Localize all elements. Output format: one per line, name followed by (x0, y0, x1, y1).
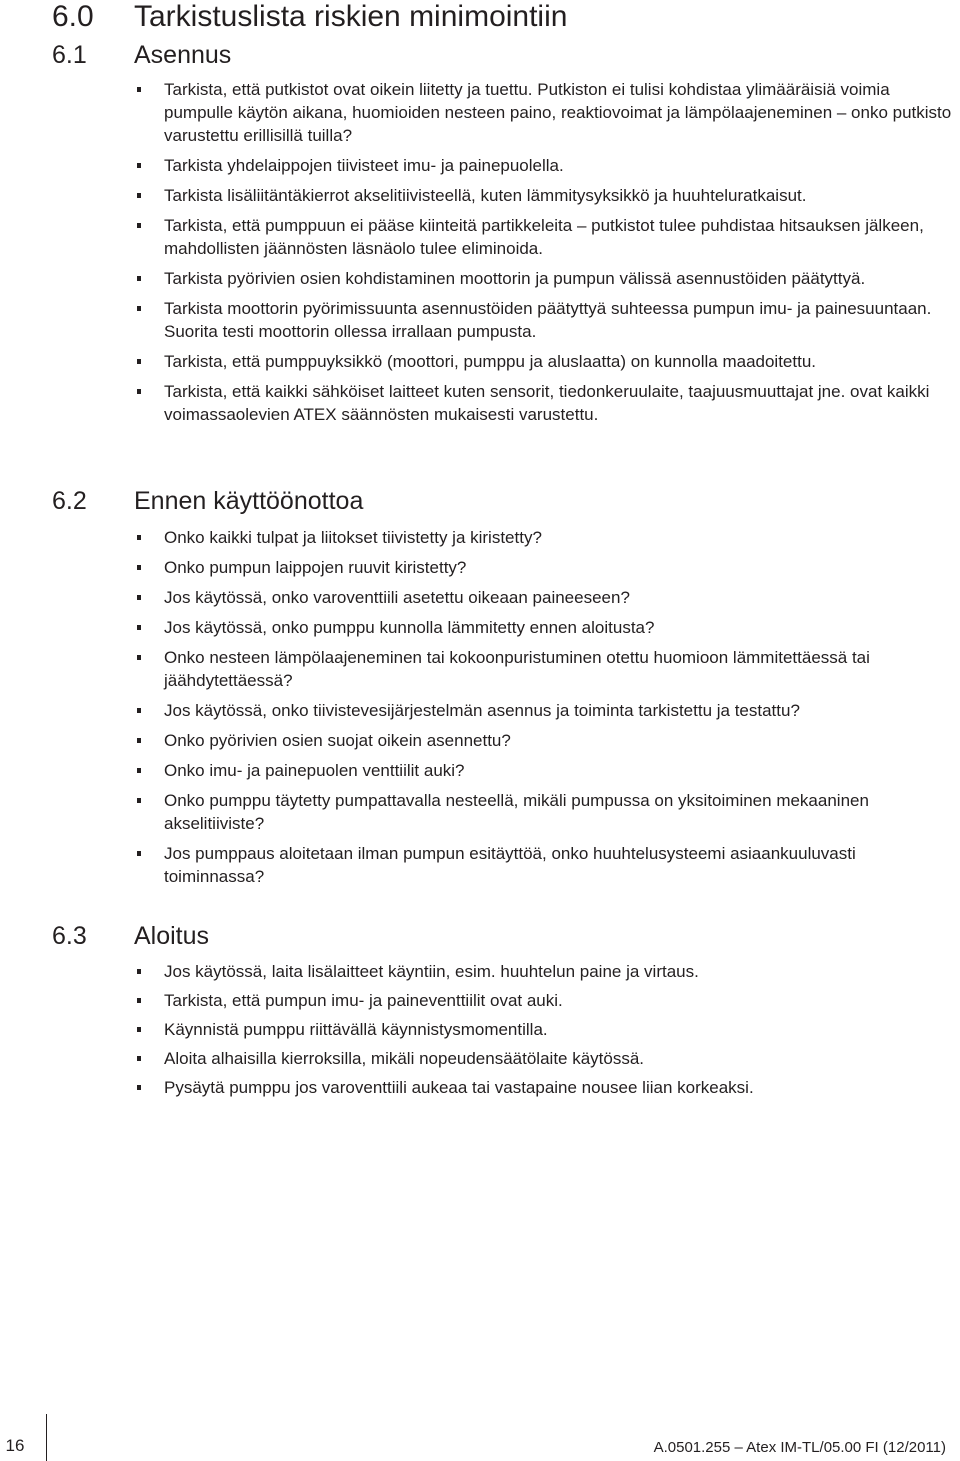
bullet-icon (137, 998, 141, 1003)
section-ennen-kayttoonottoa (52, 486, 942, 895)
list-item-text: Tarkista, että kaikki sähköiset laitteet kuten sensorit, tiedonkeruulaite, taajuusmuuttajat jne. ovat kaikki voimassaolevien ATEX säännösten mukaisesti varustettu. (164, 382, 930, 424)
list-item-text: Onko pumpun laippojen ruuvit kiristetty? (164, 558, 467, 577)
list-item (52, 729, 954, 752)
list-item (52, 1076, 954, 1099)
list-item (52, 646, 954, 692)
list-item (52, 789, 954, 835)
section-heading (52, 921, 942, 951)
chapter-title (52, 0, 567, 34)
bullet-icon (137, 163, 141, 168)
list-item-text: Tarkista, että pumpun imu- ja paineventtiilit ovat auki. (164, 991, 563, 1010)
list-item-text: Tarkista pyörivien osien kohdistaminen moottorin ja pumpun välissä asennustöiden päätyttyä. (164, 269, 866, 288)
list-item-text: Onko kaikki tulpat ja liitokset tiivistetty ja kiristetty? (164, 528, 542, 547)
section-number: 6.2 (52, 487, 87, 515)
bullet-icon (137, 738, 141, 743)
bullet-icon (137, 969, 141, 974)
bullet-icon (137, 389, 141, 394)
list-item-text: Jos käytössä, laita lisälaitteet käyntiin, esim. huuhtelun paine ja virtaus. (164, 962, 699, 981)
list-item (52, 616, 954, 639)
bullet-icon (137, 535, 141, 540)
list-item (52, 267, 954, 290)
list-item-text: Käynnistä pumppu riittävällä käynnistysmomentilla. (164, 1020, 548, 1039)
bullet-icon (137, 851, 141, 856)
footer-divider (46, 1414, 47, 1461)
list-item-text: Tarkista, että pumppuyksikkö (moottori, pumppu ja aluslaatta) on kunnolla maadoitettu. (164, 352, 817, 371)
list-item (52, 989, 954, 1012)
list-item (52, 297, 954, 343)
document-reference: A.0501.255 – Atex IM-TL/05.00 FI (12/2011) (653, 1439, 946, 1456)
list-item-text: Onko imu- ja painepuolen venttiilit auki? (164, 761, 465, 780)
list-item (52, 1047, 954, 1070)
bullet-icon (137, 1027, 141, 1032)
list-item-text: Tarkista moottorin pyörimissuunta asennustöiden päätyttyä suhteessa pumpun imu- ja painesuuntaan. Suorita testi moottorin ollessa irrallaan pumpusta. (164, 299, 932, 341)
list-item-text: Tarkista yhdelaippojen tiivisteet imu- ja painepuolella. (164, 156, 564, 175)
list-item-text: Tarkista, että putkistot ovat oikein liitetty ja tuettu. Putkiston ei tulisi kohdistaa ylimääräisiä voimia pumpulle käytön aikana, huomioiden nesteen paino, reaktiovoimat ja lämpölaajeneminen – onko putkisto varustettu erillisillä tuilla? (164, 80, 952, 145)
checklist (52, 78, 952, 426)
list-item-text: Pysäytä pumppu jos varoventtiili aukeaa tai vastapaine nousee liian korkeaksi. (164, 1078, 754, 1097)
section-number: 6.1 (52, 41, 87, 69)
bullet-icon (137, 87, 141, 92)
list-item (52, 842, 954, 888)
list-item (52, 350, 954, 373)
list-item-text: Onko pyörivien osien suojat oikein asennettu? (164, 731, 511, 750)
list-item (52, 78, 954, 147)
bullet-icon (137, 306, 141, 311)
section-heading (52, 40, 942, 70)
list-item-text: Jos pumppaus aloitetaan ilman pumpun esitäyttöä, onko huuhtelusysteemi asiaankuuluvasti toiminnassa? (164, 844, 856, 886)
list-item-text: Onko pumppu täytetty pumpattavalla nesteellä, mikäli pumpussa on yksitoiminen mekaaninen akselitiiviste? (164, 791, 869, 833)
page-number: 16 (5, 1436, 25, 1455)
list-item-text: Aloita alhaisilla kierroksilla, mikäli nopeudensäätölaite käytössä. (164, 1049, 645, 1068)
section-title: Ennen käyttöönottoa (134, 487, 364, 515)
list-item-text: Jos käytössä, onko tiivistevesijärjestelmän asennus ja toiminta tarkistettu ja testattu? (164, 701, 800, 720)
section-title: Aloitus (134, 922, 210, 950)
list-item (52, 184, 954, 207)
bullet-icon (137, 276, 141, 281)
list-item (52, 380, 954, 426)
list-item (52, 1018, 954, 1041)
list-item-text: Jos käytössä, onko varoventtiili asetettu oikeaan paineeseen? (164, 588, 630, 607)
list-item (52, 699, 954, 722)
bullet-icon (137, 798, 141, 803)
checklist (52, 526, 942, 888)
chapter-number: 6.0 (52, 0, 94, 33)
bullet-icon (137, 223, 141, 228)
chapter-title-text: Tarkistuslista riskien minimointiin (134, 0, 568, 33)
list-item (52, 154, 954, 177)
bullet-icon (137, 625, 141, 630)
bullet-icon (137, 655, 141, 660)
list-item-text: Tarkista lisäliitäntäkierrot akselitiivisteellä, kuten lämmitysyksikkö ja huuhteluratkaisut. (164, 186, 807, 205)
bullet-icon (137, 708, 141, 713)
section-number: 6.3 (52, 922, 87, 950)
section-asennus (52, 40, 952, 433)
bullet-icon (137, 1085, 141, 1090)
list-item-text: Tarkista, että pumppuun ei pääse kiinteitä partikkeleita – putkistot tulee puhdistaa hitsauksen jälkeen, mahdollisten jäännösten läsnäolo tulee eliminoida. (164, 216, 924, 258)
checklist (52, 960, 942, 1099)
list-item (52, 960, 954, 983)
list-item (52, 526, 954, 549)
list-item (52, 556, 954, 579)
bullet-icon (137, 565, 141, 570)
list-item-text: Jos käytössä, onko pumppu kunnolla lämmitetty ennen aloitusta? (164, 618, 655, 637)
section-heading (52, 486, 942, 516)
list-item (52, 759, 954, 782)
bullet-icon (137, 595, 141, 600)
list-item-text: Onko nesteen lämpölaajeneminen tai kokoonpuristuminen otettu huomioon lämmitettäessä tai jäähdytettäessä? (164, 648, 870, 690)
list-item (52, 586, 954, 609)
bullet-icon (137, 359, 141, 364)
bullet-icon (137, 193, 141, 198)
section-aloitus (52, 921, 942, 1105)
section-title: Asennus (134, 41, 232, 69)
list-item (52, 214, 954, 260)
bullet-icon (137, 1056, 141, 1061)
bullet-icon (137, 768, 141, 773)
